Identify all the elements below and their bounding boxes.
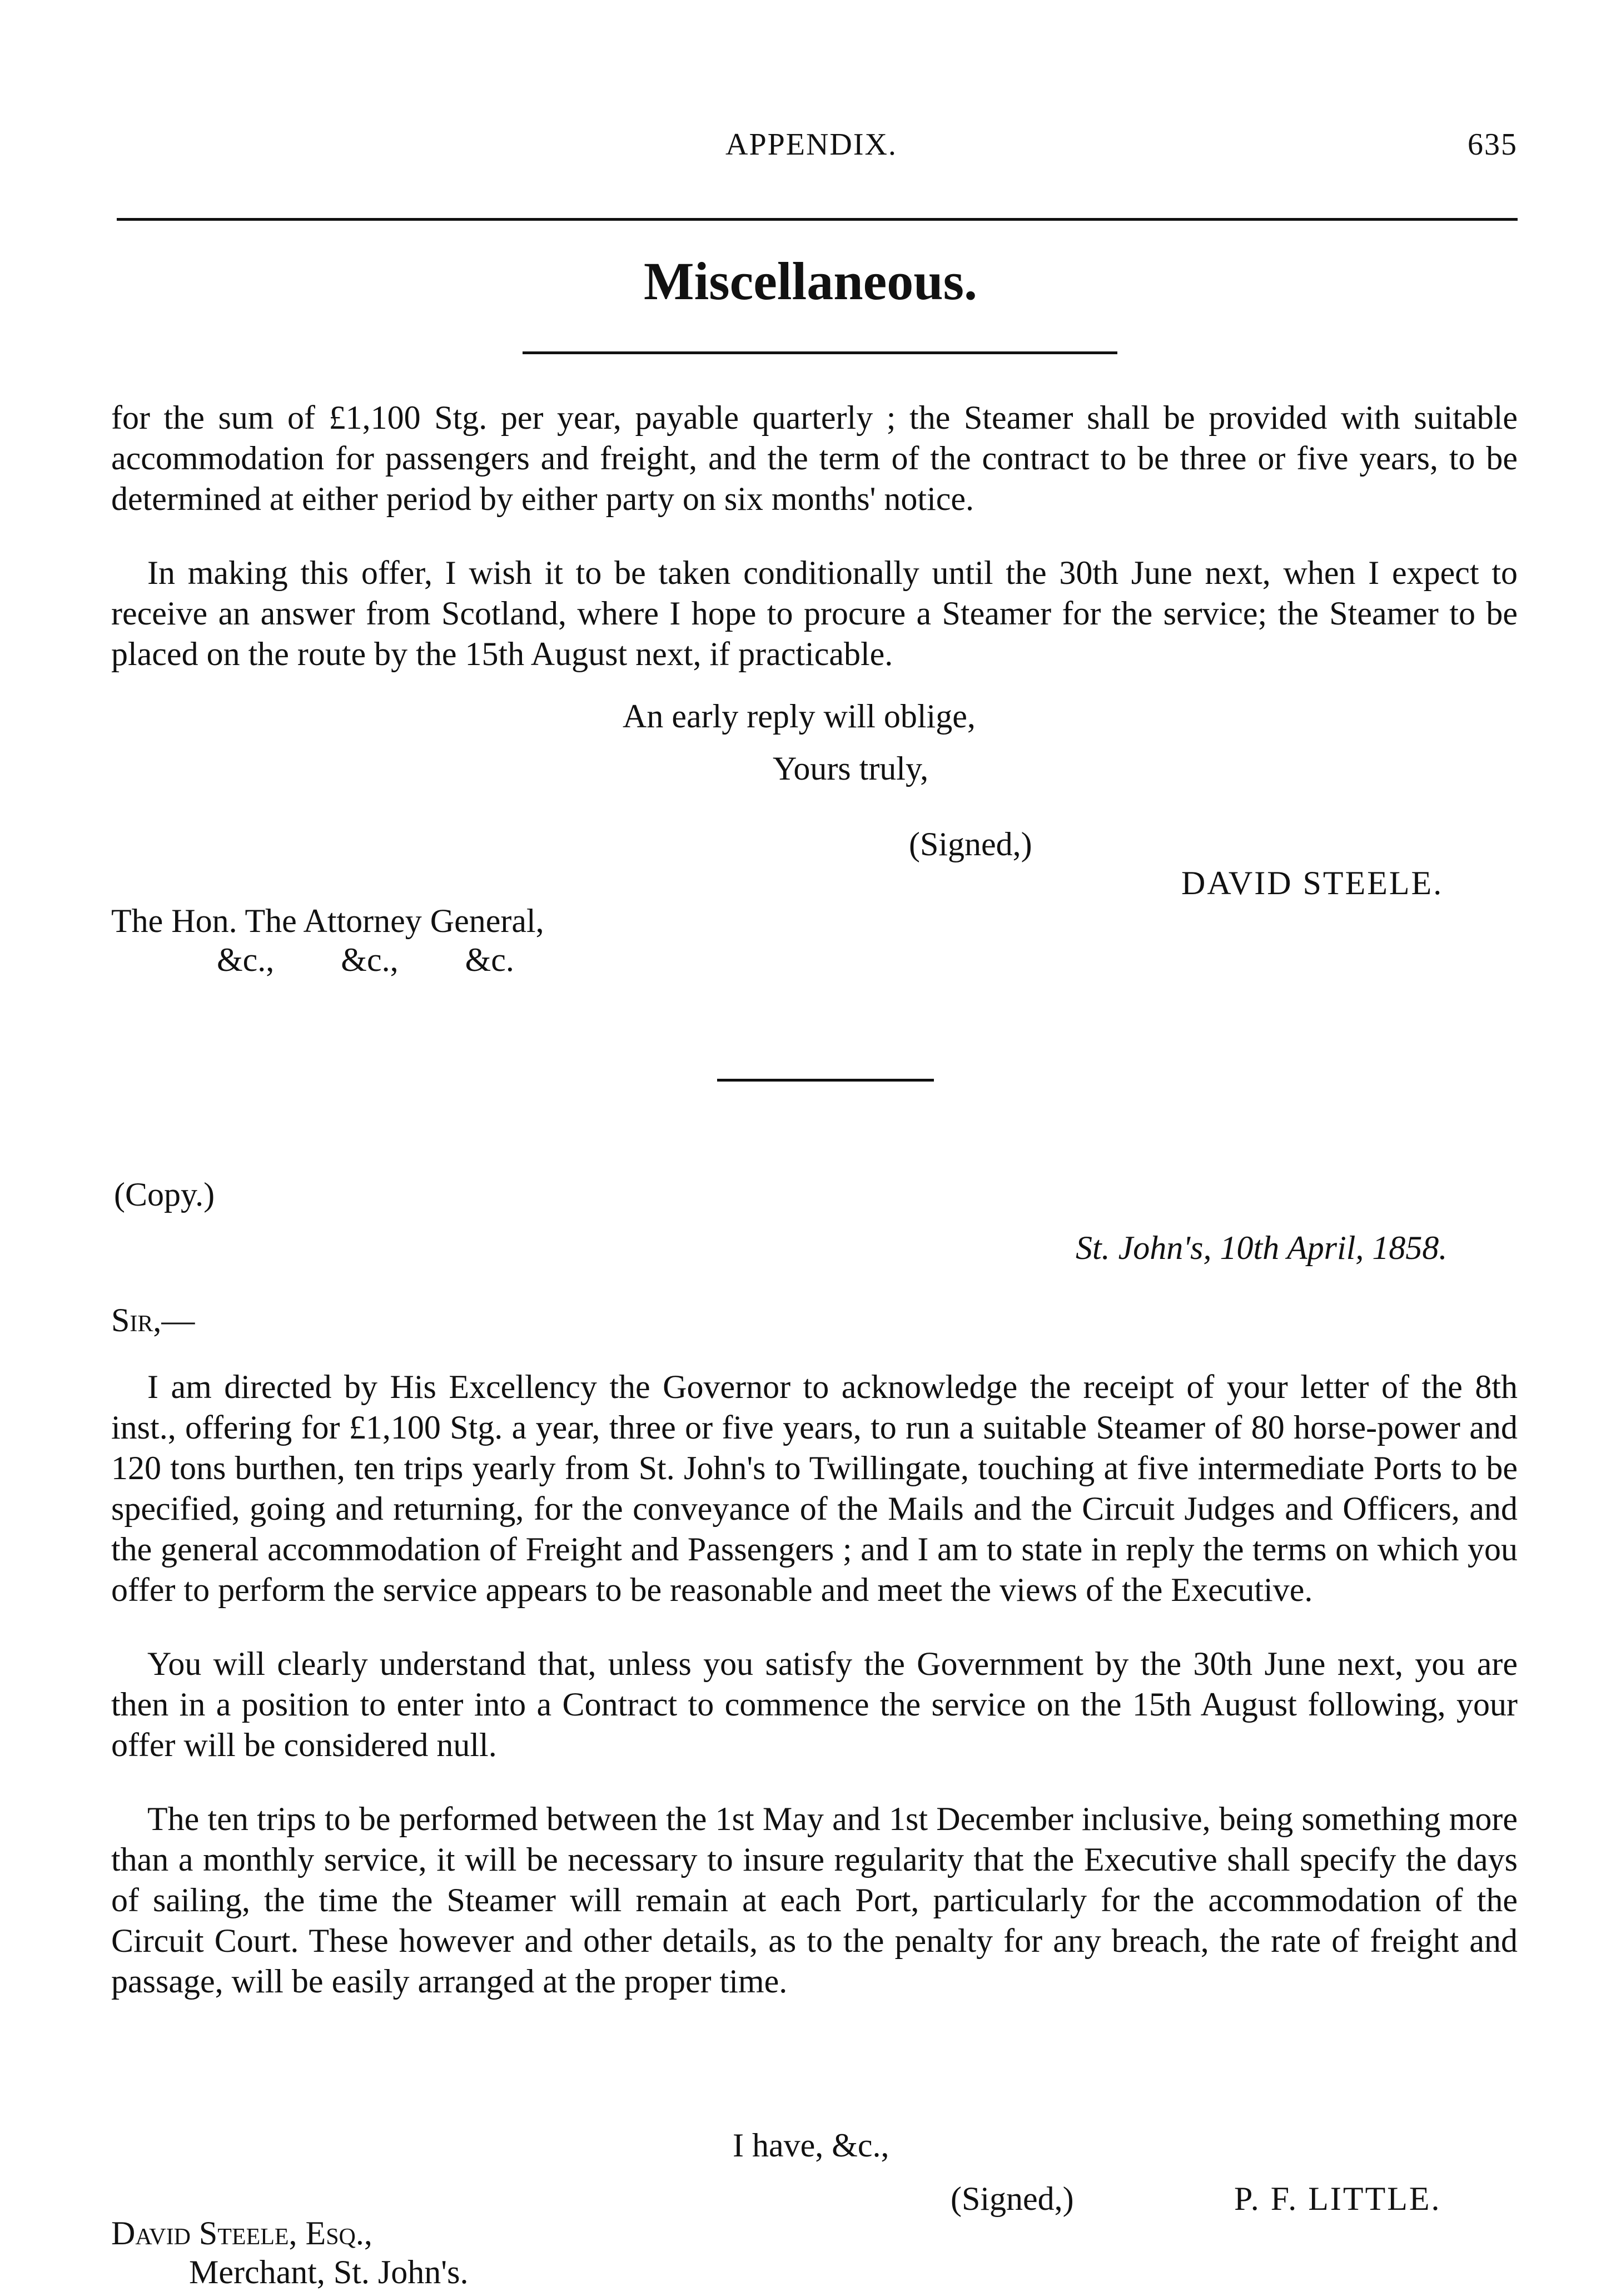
letter2-closing: I have, &c., (733, 2127, 889, 2164)
letter2-signed: (Signed,) (951, 2180, 1074, 2217)
letter1-body (111, 398, 1518, 708)
dateline: St. John's, 10th April, 1858. (1076, 1229, 1448, 1266)
copy-label: (Copy.) (114, 1176, 215, 1213)
header-rule (117, 218, 1518, 221)
running-title: APPENDIX. (725, 127, 897, 162)
letter1-signed: (Signed,) (909, 826, 1032, 862)
letter1-signature: DAVID STEELE. (1181, 865, 1444, 901)
letter1-addressee-line: The Hon. The Attorney General, (111, 902, 544, 939)
letter1-paragraph: In making this offer, I wish it to be taken conditionally until the 30th June next, when I expect to receive an answer from Scotland, where I hope to procure a Steamer for the service; the Steamer to be placed on the route by the 15th August next, if practicable. (111, 554, 1518, 672)
letter1-closing-2: Yours truly, (773, 750, 929, 787)
letter1-addressee (111, 901, 544, 941)
separator-rule (717, 1079, 934, 1082)
letter1-addressee-etc: &c., &c., &c. (217, 941, 514, 978)
letter2-body (111, 1367, 1518, 2035)
salutation: Sir,— (111, 1302, 195, 1338)
letter1-closing-1: An early reply will oblige, (623, 698, 976, 735)
title-rule (523, 351, 1117, 354)
letter2-paragraph: The ten trips to be performed between the 1st May and 1st December inclusive, being something more than a monthly service, it will be necessary to insure regularity that the Executive shall specify the days of sailing, the time the Steamer will remain at each Port, particularly for the accommodation of the Circuit Court. These however and other details, as to the penalty for any breach, the rate of freight and passage, will be easily arranged at the proper time. (111, 1801, 1518, 2000)
section-title: Miscellaneous. (644, 251, 977, 311)
letter1-paragraph: for the sum of £1,100 Stg. per year, payable quarterly ; the Steamer shall be provided with suitable accommodation for passengers and freight, and the term of the contract to be three or five years, to be determined at either period by either party on six months' notice. (111, 399, 1518, 517)
letter2-signature: P. F. LITTLE. (1234, 2180, 1441, 2217)
letter2-addressee-line: David Steele, Esq., (111, 2215, 372, 2252)
letter2-addressee-line: Merchant, St. John's. (189, 2254, 469, 2290)
letter2-paragraph: You will clearly understand that, unless you satisfy the Government by the 30th June next, you are then in a position to enter into a Contract to commence the service on the 15th August following, your offer will be considered null. (111, 1645, 1518, 1763)
letter2-paragraph: I am directed by His Excellency the Governor to acknowledge the receipt of your letter of the 8th inst., offering for £1,100 Stg. a year, three or five years, to run a suitable Steamer of 80 horse-power and 120 tons burthen, ten trips yearly from St. John's to Twillingate, touching at five intermediate Ports to be specified, going and returning, for the conveyance of the Mails and the Circuit Judges and Officers, and the general accommodation of Freight and Passengers ; and I am to state in reply the terms on which you offer to perform the service appears to be reasonable and meet the views of the Executive. (111, 1368, 1518, 1608)
page-number: 635 (1468, 127, 1518, 162)
